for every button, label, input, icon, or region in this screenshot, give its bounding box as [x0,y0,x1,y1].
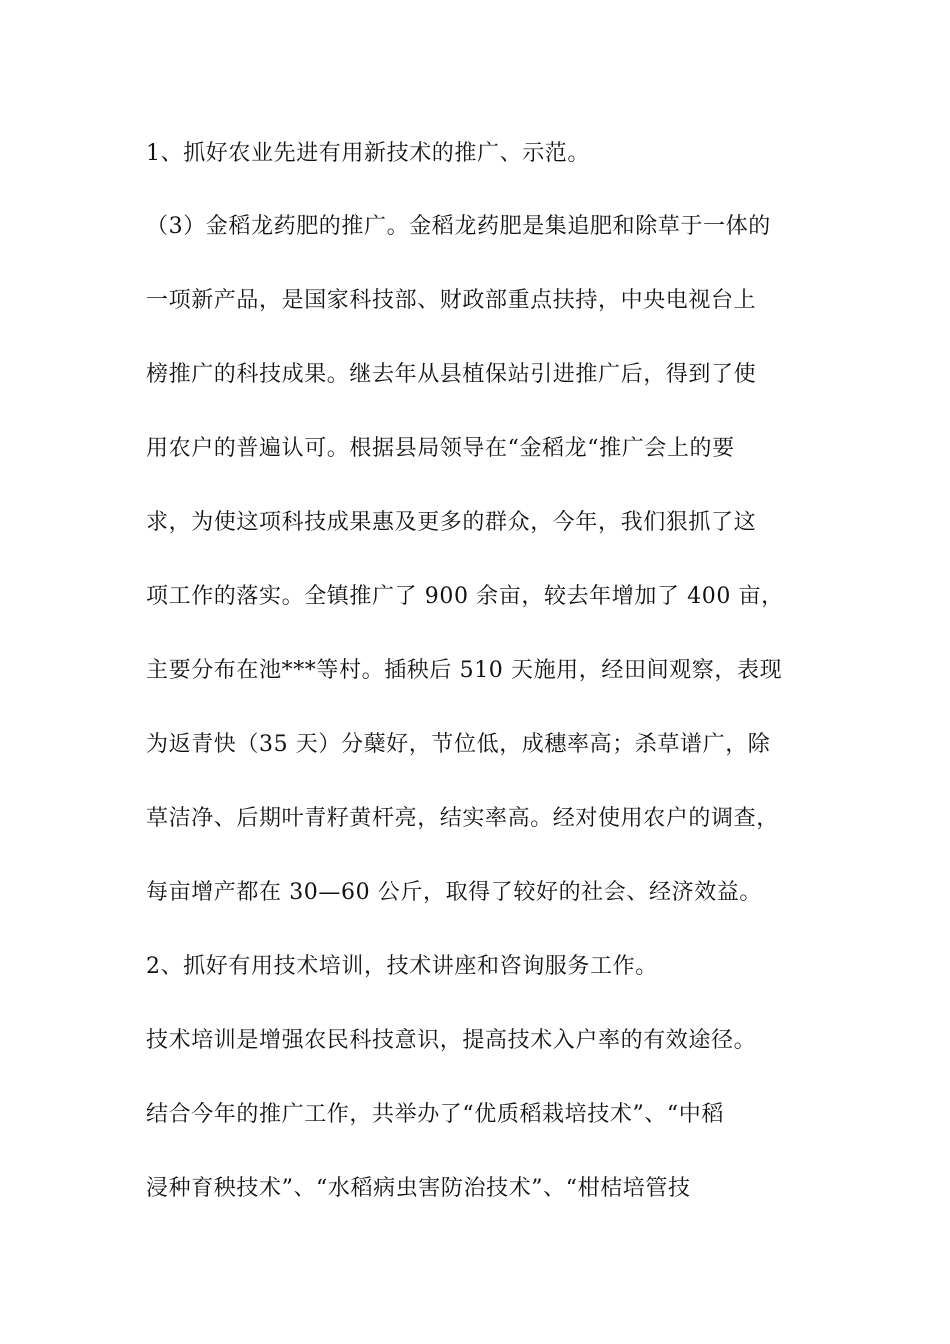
paragraph-line-6: 项工作的落实。全镇推广了 900 余亩，较去年增加了 400 亩， [146,584,784,609]
paragraph-line-4: 用农户的普遍认可。根据县局领导在“金稻龙“推广会上的要 [146,436,735,461]
paragraph-line-5: 求，为使这项科技成果惠及更多的群众，今年，我们狠抓了这 [146,510,757,535]
heading-1: 1、抓好农业先进有用新技术的推广、示范。 [146,141,590,166]
paragraph-line-7: 主要分布在池***等村。插秧后 510 天施用，经田间观察，表现 [146,658,783,683]
paragraph-line-11: 技术培训是增强农民科技意识，提高技术入户率的有效途径。 [146,1028,757,1053]
paragraph-line-10: 每亩增产都在 30—60 公斤，取得了较好的社会、经济效益。 [146,880,762,905]
paragraph-line-3: 榜推广的科技成果。继去年从县植保站引进推广后，得到了使 [146,362,757,387]
paragraph-line-12: 结合今年的推广工作，共举办了“优质稻栽培技术”、“中稻 [146,1102,724,1127]
paragraph-line-13: 浸种育秧技术”、“水稻病虫害防治技术”、“柑桔培管技 [146,1176,691,1201]
paragraph-line-9: 草洁净、后期叶青籽黄杆亮，结实率高。经对使用农户的调查， [146,806,779,831]
heading-2: 2、抓好有用技术培训，技术讲座和咨询服务工作。 [146,954,658,979]
paragraph-line-8: 为返青快（35 天）分蘖好，节位低，成穗率高；杀草谱广，除 [146,732,771,757]
paragraph-line-1: （3）金稻龙药肥的推广。金稻龙药肥是集追肥和除草于一体的 [146,214,771,239]
paragraph-line-2: 一项新产品，是国家科技部、财政部重点扶持，中央电视台上 [146,288,757,313]
